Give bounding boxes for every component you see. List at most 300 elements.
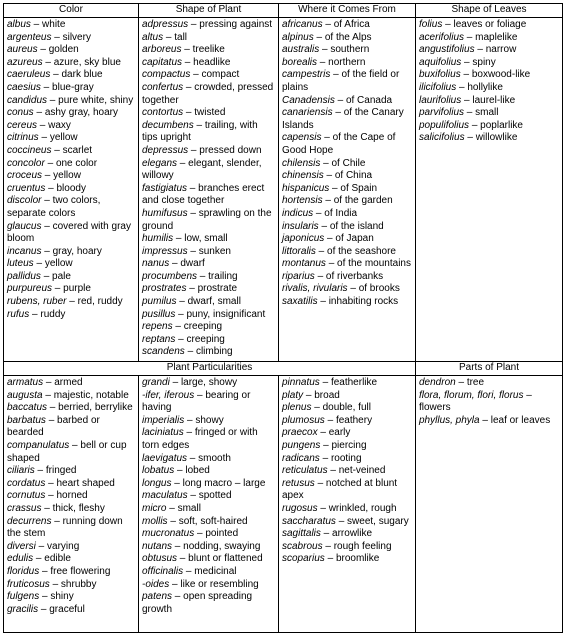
term-separator: – (469, 119, 481, 131)
term-entry (282, 402, 412, 415)
header-parts-of-plant: Parts of Plant (416, 362, 563, 376)
term-separator: – (322, 19, 334, 30)
latin-term: prostrates (142, 283, 187, 295)
latin-term: rugosus (282, 502, 318, 514)
latin-term: croceus (7, 170, 43, 182)
top-body-row (4, 18, 563, 362)
term-separator: – (320, 157, 332, 169)
term-separator: – (324, 233, 336, 245)
particularities-terms-cell-2 (139, 376, 279, 633)
term-meaning: tall (174, 31, 188, 43)
term-meaning: feathery (335, 414, 373, 426)
particularities-terms-cell-1 (4, 376, 139, 633)
latin-term: caesius (7, 81, 41, 93)
term-separator: – (38, 132, 50, 144)
term-meaning: shiny (50, 591, 74, 603)
term-meaning: leaves or foliage (453, 19, 527, 30)
leaf-shape-terms-cell (416, 18, 563, 362)
term-meaning: dwarf (180, 258, 205, 270)
term-entry (7, 32, 135, 45)
term-meaning: one color (55, 157, 98, 169)
term-entry (142, 453, 275, 466)
term-separator: – (49, 578, 61, 590)
term-meaning: ruddy (40, 308, 66, 320)
latin-term: aureus (7, 44, 38, 56)
term-separator: – (47, 402, 59, 414)
term-entry (7, 246, 135, 259)
term-separator: – (325, 258, 338, 270)
term-meaning: of the Cape of Good Hope (282, 132, 396, 156)
term-meaning: running down the stem (7, 515, 123, 540)
term-separator: – (183, 81, 195, 93)
term-meaning: creeping (186, 333, 225, 345)
term-separator: – (319, 44, 331, 56)
term-entry (282, 258, 412, 271)
term-separator: – (335, 515, 348, 527)
term-entry (7, 591, 135, 604)
term-entry (142, 334, 275, 347)
latin-term: grandi (142, 377, 170, 388)
latin-term: scoparius (282, 553, 325, 565)
term-meaning: maplelike (475, 31, 518, 43)
term-entry (282, 107, 412, 132)
term-entry (282, 453, 412, 466)
term-entry (419, 69, 559, 82)
latin-term: pungens (282, 439, 321, 451)
term-meaning: twisted (194, 107, 226, 119)
term-separator: – (319, 452, 331, 464)
latin-term: parvifolius (419, 107, 465, 119)
term-meaning: free flowering (50, 565, 111, 577)
term-entry (282, 516, 412, 529)
term-entry (7, 19, 135, 32)
term-entry (142, 591, 275, 616)
term-meaning: soft, soft-haired (178, 515, 248, 527)
term-entry (142, 490, 275, 503)
term-meaning: pale (52, 270, 71, 282)
term-entry (142, 377, 275, 390)
term-meaning: of the mountains (337, 258, 411, 270)
term-separator: – (38, 603, 50, 615)
term-meaning: purple (63, 283, 91, 295)
term-entry (282, 271, 412, 284)
term-meaning: small (475, 107, 499, 119)
term-entry (282, 95, 412, 108)
latin-term: compactus (142, 69, 191, 81)
term-meaning: piercing (331, 439, 367, 451)
term-separator: – (40, 81, 53, 93)
term-entry (142, 553, 275, 566)
term-entry (419, 82, 559, 95)
term-entry (419, 132, 559, 145)
term-separator: – (34, 465, 46, 477)
term-separator: – (39, 565, 51, 577)
latin-term: africanus (282, 19, 323, 30)
term-separator: – (69, 439, 81, 451)
term-separator: – (184, 346, 196, 358)
term-separator: – (183, 427, 195, 439)
term-entry (7, 120, 135, 133)
term-separator: – (173, 233, 185, 245)
latin-term: radicans (282, 452, 320, 464)
term-separator: – (474, 44, 486, 56)
term-separator: – (41, 502, 53, 514)
term-meaning: early (328, 427, 351, 439)
term-separator: – (175, 308, 187, 320)
latin-term: humilis (142, 233, 174, 245)
term-entry (7, 82, 135, 95)
term-entry (282, 553, 412, 566)
latin-term: adpressus (142, 19, 189, 30)
term-entry (142, 478, 275, 491)
term-separator: – (188, 144, 200, 156)
term-meaning: sprawling on the ground (142, 207, 272, 232)
latin-term: patens (142, 591, 173, 603)
term-meaning: tree (466, 377, 485, 388)
term-separator: – (460, 69, 472, 81)
term-meaning: armed (54, 377, 83, 388)
term-separator: – (187, 452, 199, 464)
term-separator: – (183, 565, 195, 577)
latin-term: hispanicus (282, 182, 330, 194)
term-meaning: shrubby (60, 578, 97, 590)
term-separator: – (194, 528, 206, 540)
term-meaning: arrowlike (332, 528, 373, 540)
term-entry (419, 120, 559, 133)
term-separator: – (169, 377, 181, 388)
origin-terms-cell (279, 18, 416, 362)
term-entry (7, 296, 135, 309)
term-meaning: inhabiting rocks (328, 296, 399, 308)
term-meaning: bell or cup shaped (7, 439, 127, 464)
term-meaning: horned (56, 490, 88, 502)
term-meaning: barbed or bearded (7, 414, 100, 439)
term-separator: – (187, 182, 199, 194)
term-meaning: of the garden (333, 195, 393, 207)
latin-term: insularis (282, 220, 319, 232)
term-entry (142, 57, 275, 70)
term-entry (282, 503, 412, 516)
latin-term: gracilis (7, 603, 39, 615)
latin-term: australis (282, 44, 320, 56)
term-separator: – (319, 377, 331, 388)
term-meaning: headlike (193, 56, 231, 68)
term-meaning: small (177, 502, 201, 514)
term-entry (142, 321, 275, 334)
term-entry (7, 541, 135, 554)
term-entry (7, 490, 135, 503)
term-meaning: yellow (49, 132, 78, 144)
term-entry (7, 579, 135, 592)
latin-term: riparius (282, 270, 315, 282)
top-header-row (4, 4, 563, 18)
term-separator: – (171, 477, 183, 489)
term-entry (142, 346, 275, 359)
bottom-body-row (4, 376, 563, 633)
term-separator: – (320, 528, 333, 540)
term-entry (7, 258, 135, 271)
term-entry (7, 566, 135, 579)
term-entry (419, 44, 559, 57)
latin-term: concolor (7, 157, 45, 169)
latin-term: augusta (7, 389, 43, 401)
term-meaning: lobed (185, 465, 210, 477)
term-separator: – (166, 502, 178, 514)
latin-term: aquifolius (419, 56, 462, 68)
term-entry (282, 208, 412, 221)
term-separator: – (184, 414, 196, 426)
term-entry (142, 296, 275, 309)
latin-term: purpureus (7, 283, 53, 295)
term-separator: – (172, 591, 184, 603)
term-meaning: low, small (184, 233, 228, 245)
term-separator: – (442, 19, 454, 30)
term-entry (282, 377, 412, 390)
term-separator: – (29, 308, 41, 320)
term-entry (7, 283, 135, 296)
latin-plant-terms-sheet (3, 3, 562, 633)
term-entry (7, 553, 135, 566)
latin-term: incanus (7, 245, 42, 257)
term-entry (282, 541, 412, 554)
latin-term: plumosus (282, 414, 325, 426)
term-separator: – (183, 107, 195, 119)
term-separator: – (66, 296, 78, 308)
term-separator: – (456, 81, 468, 93)
term-meaning: of the island (329, 220, 384, 232)
term-meaning: open spreading growth (142, 591, 253, 615)
term-entry (142, 183, 275, 208)
term-meaning: treelike (192, 44, 225, 56)
term-entry (7, 390, 135, 403)
latin-term: argenteus (7, 31, 52, 43)
term-meaning: varying (47, 540, 80, 552)
latin-term: saxatilis (282, 296, 318, 308)
term-meaning: willowlike (475, 132, 518, 144)
latin-term: platy (282, 389, 304, 401)
term-separator: – (33, 258, 45, 270)
latin-term: campestris (282, 69, 331, 81)
term-separator: – (39, 591, 51, 603)
shape-of-plant-terms-cell (139, 18, 279, 362)
latin-term: albus (7, 19, 31, 30)
term-entry (142, 283, 275, 296)
term-entry (419, 377, 559, 390)
term-separator: – (177, 553, 189, 565)
term-separator: – (197, 270, 209, 282)
latin-term: rufus (7, 308, 30, 320)
term-separator: – (33, 107, 45, 119)
term-meaning: net-veined (338, 465, 386, 477)
term-meaning: spiny (472, 56, 496, 68)
latin-term: alpinus (282, 31, 314, 43)
term-meaning: of the field or plains (282, 69, 400, 93)
term-meaning: pure white, shiny (58, 94, 134, 106)
latin-term: laciniatus (142, 427, 184, 439)
term-separator: – (41, 220, 53, 232)
latin-term: luteus (7, 258, 34, 270)
latin-term: edulis (7, 553, 34, 565)
term-separator: – (317, 296, 329, 308)
term-entry (282, 44, 412, 57)
term-meaning: red, ruddy (77, 296, 123, 308)
term-separator: – (45, 477, 57, 489)
term-separator: – (181, 44, 193, 56)
term-separator: – (37, 44, 49, 56)
latin-term: pusillus (142, 308, 176, 320)
term-separator: – (45, 182, 57, 194)
latin-term: laurifolius (419, 94, 462, 106)
latin-term: capitatus (142, 56, 183, 68)
term-separator: – (40, 270, 53, 282)
latin-term: nanus (142, 258, 170, 270)
term-meaning: broomlike (335, 553, 380, 565)
term-meaning: nodding, swaying (183, 540, 261, 552)
term-separator: – (42, 389, 54, 401)
latin-term: conus (7, 107, 34, 119)
latin-term: rivalis, rivularis (282, 283, 348, 295)
term-separator: – (193, 119, 205, 131)
term-entry (282, 69, 412, 94)
latin-term: plenus (282, 402, 312, 414)
term-entry (282, 415, 412, 428)
latin-term: repens (142, 321, 173, 333)
term-separator: – (45, 490, 57, 502)
latin-term: procumbens (142, 270, 198, 282)
latin-term: cornutus (7, 490, 46, 502)
term-separator: – (51, 31, 63, 43)
term-meaning: rough feeling (333, 540, 392, 552)
term-separator: – (174, 465, 186, 477)
term-separator: – (187, 245, 199, 257)
term-separator: – (479, 414, 491, 426)
term-entry (282, 57, 412, 70)
latin-term: fastigiatus (142, 182, 188, 194)
term-meaning: heart shaped (56, 477, 115, 489)
term-separator: – (313, 31, 325, 43)
latin-term: scabrous (282, 540, 323, 552)
term-meaning: narrow (485, 44, 517, 56)
term-separator: – (330, 69, 342, 81)
latin-term: ciliaris (7, 465, 35, 477)
header-shape-of-leaves: Shape of Leaves (416, 4, 563, 18)
term-meaning: of Canada (345, 94, 393, 106)
term-entry (142, 107, 275, 120)
latin-term: salicifolius (419, 132, 465, 144)
term-separator: – (347, 283, 359, 295)
term-meaning: majestic, notable (53, 389, 129, 401)
term-separator: – (177, 157, 189, 169)
term-meaning: of Spain (340, 182, 378, 194)
term-meaning: azure, sky blue (53, 56, 121, 68)
header-shape-of-plant: Shape of Plant (139, 4, 279, 18)
latin-term: maculatus (142, 490, 188, 502)
latin-term: praecox (282, 427, 318, 439)
term-meaning: rooting (330, 452, 362, 464)
term-entry (142, 415, 275, 428)
term-entry (282, 246, 412, 259)
term-meaning: pointed (205, 528, 239, 540)
term-meaning: long macro – large (182, 477, 266, 489)
term-meaning: of the seashore (327, 245, 396, 257)
term-entry (282, 233, 412, 246)
term-entry (7, 516, 135, 541)
latin-term: longus (142, 477, 172, 489)
term-entry (282, 283, 412, 296)
latin-term: populifolius (419, 119, 470, 131)
term-entry (142, 258, 275, 271)
term-meaning: golden (48, 44, 79, 56)
latin-term: chilensis (282, 157, 321, 169)
latin-term: capensis (282, 132, 322, 144)
latin-term: armatus (7, 377, 44, 388)
latin-term: cereus (7, 119, 38, 131)
term-entry (7, 415, 135, 440)
term-entry (142, 503, 275, 516)
latin-term: phyllus, phyla (419, 414, 480, 426)
term-entry (142, 120, 275, 145)
term-meaning: featherlike (330, 377, 378, 388)
term-entry (142, 390, 275, 415)
latin-term: confertus (142, 81, 184, 93)
term-meaning: blue-gray (52, 81, 94, 93)
latin-term: angustifolius (419, 44, 475, 56)
latin-term: mollis (142, 515, 168, 527)
term-entry (282, 195, 412, 208)
latin-term: discolor (7, 195, 42, 207)
latin-term: diversi (7, 540, 36, 552)
latin-term: saccharatus (282, 515, 336, 527)
term-entry (282, 132, 412, 157)
term-entry (419, 107, 559, 120)
term-entry (142, 233, 275, 246)
term-separator: – (187, 207, 199, 219)
term-entry (7, 478, 135, 491)
term-entry (419, 32, 559, 45)
term-separator: – (169, 578, 181, 590)
term-separator: – (464, 31, 476, 43)
header-where-it-comes-from: Where it Comes From (279, 4, 416, 18)
particularities-terms-cell-3 (279, 376, 416, 633)
latin-term: rubens, ruber (7, 296, 67, 308)
term-separator: – (322, 540, 334, 552)
term-separator: – (43, 377, 55, 388)
term-separator: – (317, 56, 329, 68)
latin-term: humifusus (142, 207, 188, 219)
term-separator: – (317, 502, 329, 514)
term-meaning: leaf or leaves (490, 414, 551, 426)
term-meaning: wrinkled, rough (328, 502, 397, 514)
latin-term: Canadensis (282, 94, 335, 106)
latin-term: citrinus (7, 132, 39, 144)
term-meaning: thick, fleshy (52, 502, 105, 514)
term-separator: – (44, 157, 56, 169)
term-meaning: two colors, separate colors (7, 195, 101, 219)
term-separator: – (315, 245, 328, 257)
term-entry (282, 478, 412, 503)
term-separator: – (324, 553, 336, 565)
term-separator: – (190, 69, 202, 81)
latin-term: lobatus (142, 465, 175, 477)
term-separator: – (523, 389, 532, 401)
term-meaning: creeping (183, 321, 223, 333)
term-meaning: elegant, slender, willowy (142, 157, 262, 182)
term-entry (282, 427, 412, 440)
term-separator: – (169, 258, 181, 270)
term-entry (419, 57, 559, 70)
term-separator: – (167, 515, 179, 527)
term-meaning: bearing or having (142, 389, 251, 414)
